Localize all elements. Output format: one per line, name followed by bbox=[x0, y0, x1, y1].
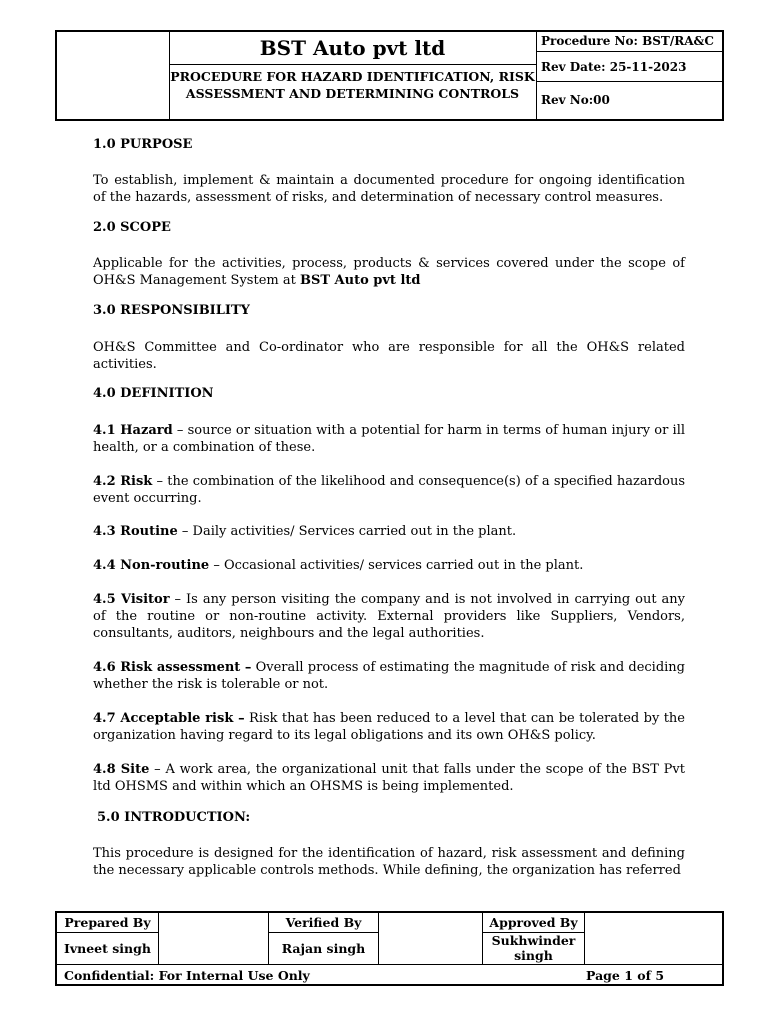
definition-term: 4.1 Hazard bbox=[93, 423, 173, 438]
approved-by-name: Sukhwinder singh bbox=[491, 933, 576, 963]
company-name: BST Auto pvt ltd bbox=[169, 32, 536, 65]
approved-by-column bbox=[483, 913, 585, 964]
purpose-heading: 1.0 PURPOSE bbox=[93, 137, 193, 152]
approved-by-label: Approved By bbox=[483, 913, 584, 933]
scope-company: BST Auto pvt ltd bbox=[299, 273, 421, 288]
page-number: Page 1 of 5 bbox=[586, 968, 665, 983]
definition-item bbox=[93, 761, 685, 795]
purpose-text: To establish, implement & maintain a documented procedure for ongoing identification of the hazards, assessment of risks, and determination of necessary control measures. bbox=[93, 173, 685, 205]
prepared-by-name: Ivneet singh bbox=[64, 941, 151, 956]
scope-text: Applicable for the activities, process, products & services covered under the scope of OH&S Management System at bbox=[93, 256, 685, 288]
definition-term: 4.5 Visitor bbox=[93, 592, 170, 607]
responsibility-heading: 3.0 RESPONSIBILITY bbox=[93, 303, 250, 318]
definition-item bbox=[93, 473, 685, 507]
verified-by-column bbox=[269, 913, 379, 964]
definition-item bbox=[93, 710, 685, 744]
definition-text: source or situation with a potential for harm in terms of human injury or ill health, or a combination of these. bbox=[93, 423, 686, 455]
verified-by-label: Verified By bbox=[269, 913, 378, 933]
definition-separator: – bbox=[177, 524, 193, 539]
revision-date: Rev Date: 25-11-2023 bbox=[536, 52, 722, 82]
definition-term: 4.2 Risk bbox=[93, 474, 153, 489]
definition-term: 4.8 Site bbox=[93, 762, 150, 777]
definition-text: Occasional activities/ services carried out in the plant. bbox=[223, 558, 584, 573]
definition-term: 4.7 Acceptable risk – bbox=[93, 711, 245, 726]
signoff-table bbox=[57, 913, 722, 965]
definition-separator: – bbox=[149, 762, 166, 777]
definition-heading: 4.0 DEFINITION bbox=[93, 386, 214, 401]
definition-separator: – bbox=[152, 474, 168, 489]
scope-heading: 2.0 SCOPE bbox=[93, 220, 171, 235]
verified-by-name: Rajan singh bbox=[281, 941, 366, 956]
definition-item bbox=[93, 557, 685, 574]
definition-text: Risk that has been reduced to a level that can be tolerated by the organization having regard to its legal obligations and its own OH&S policy. bbox=[93, 711, 685, 743]
prepared-by-label: Prepared By bbox=[57, 913, 158, 933]
confidential-notice: Confidential: For Internal Use Only bbox=[64, 968, 310, 983]
logo-cell bbox=[57, 32, 170, 119]
scope-paragraph bbox=[93, 255, 685, 289]
definition-text: Overall process of estimating the magnitude of risk and deciding whether the risk is tolerable or not. bbox=[93, 660, 685, 692]
definition-text: Daily activities/ Services carried out in the plant. bbox=[192, 524, 517, 539]
header-meta-block bbox=[536, 32, 722, 119]
document-body bbox=[93, 136, 685, 879]
definition-item bbox=[93, 523, 685, 540]
definition-text: the combination of the likelihood and consequence(s) of a specified hazardous event occurring. bbox=[93, 474, 686, 506]
definition-item bbox=[93, 659, 685, 693]
verified-by-signature bbox=[379, 913, 483, 964]
definition-separator: – bbox=[169, 592, 187, 607]
definition-item bbox=[93, 591, 685, 642]
definition-text: A work area, the organizational unit that falls under the scope of the BST Pvt ltd OHSMS and within which an OHSMS is being implemented. bbox=[93, 762, 686, 794]
responsibility-text: OH&S Committee and Co-ordinator who are responsible for all the OH&S related activities. bbox=[93, 340, 685, 372]
prepared-by-column bbox=[57, 913, 159, 964]
definition-term: 4.4 Non-routine bbox=[93, 558, 210, 573]
definition-text: Is any person visiting the company and is not involved in carrying out any of the routine or non-routine activity. External providers like Suppliers, Vendors, consultants, auditors, neighbours and the legal authorities. bbox=[93, 592, 685, 641]
procedure-number: Procedure No: BST/RA&C bbox=[536, 32, 722, 52]
definition-separator: – bbox=[172, 423, 188, 438]
document-footer bbox=[55, 911, 724, 986]
introduction-heading: 5.0 INTRODUCTION: bbox=[97, 810, 251, 825]
revision-number: Rev No:00 bbox=[541, 93, 610, 107]
header-title-block bbox=[169, 32, 537, 119]
procedure-title: PROCEDURE FOR HAZARD IDENTIFICATION, RISK ASSESSMENT AND DETERMINING CONTROLS bbox=[170, 69, 535, 101]
definition-separator: – bbox=[209, 558, 224, 573]
prepared-by-signature bbox=[159, 913, 269, 964]
introduction-text: This procedure is designed for the identification of hazard, risk assessment and defining the necessary applicable controls methods. While defining, the organization has referred bbox=[93, 846, 685, 878]
document-header bbox=[55, 30, 724, 121]
definition-term: 4.3 Routine bbox=[93, 524, 178, 539]
definition-item bbox=[93, 422, 685, 456]
definition-term: 4.6 Risk assessment – bbox=[93, 660, 252, 675]
